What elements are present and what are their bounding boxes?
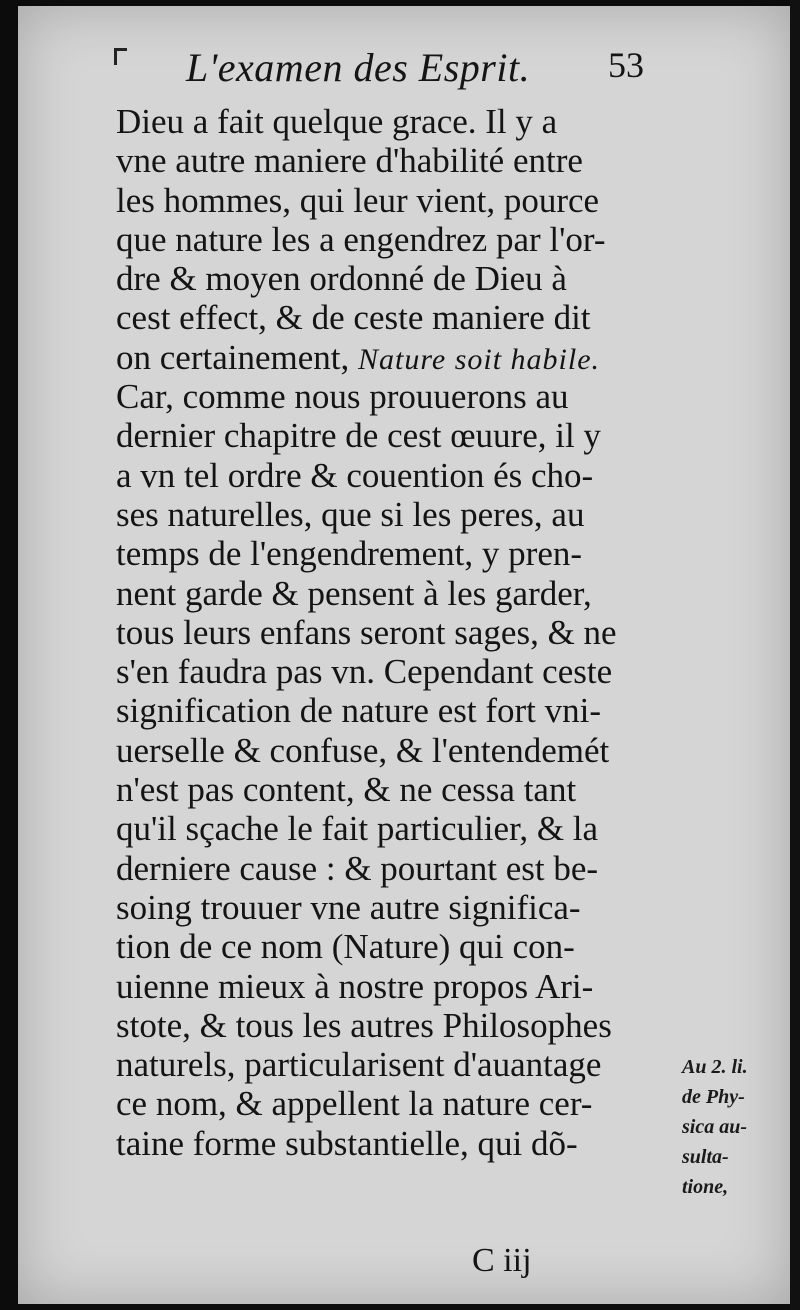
text-line: soing trouuer vne autre significa- bbox=[116, 887, 581, 927]
page-header bbox=[18, 6, 790, 96]
text-line: les hommes, qui leur vient, pource bbox=[116, 180, 600, 220]
text-line: nent garde & pensent à les garder, bbox=[116, 573, 592, 613]
text-line: n'est pas content, & ne cessa tant bbox=[116, 770, 577, 810]
text-line: que nature les a engendrez par l'or- bbox=[116, 219, 606, 259]
text-line: s'en faudra pas vn. Cependant ceste bbox=[116, 652, 613, 692]
margin-note-line: tione, bbox=[682, 1176, 729, 1198]
text-line: tion de ce nom (Nature) qui con- bbox=[116, 927, 575, 967]
running-head: L'examen des Esprit. bbox=[186, 45, 531, 90]
corner-mark bbox=[114, 48, 127, 65]
text-line: Dieu a fait quelque grace. Il y a bbox=[116, 102, 558, 141]
text-line: stote, & tous les autres Philosophes bbox=[116, 1005, 612, 1045]
margin-note-line: sulta- bbox=[682, 1146, 729, 1168]
text-line: qu'il sçache le fait particulier, & la bbox=[116, 809, 599, 849]
body-text bbox=[116, 102, 676, 1163]
text-line: derniere cause : & pourtant est be- bbox=[116, 848, 599, 888]
text-line: taine forme substantielle, qui dõ- bbox=[116, 1123, 578, 1163]
signature-mark: C iij bbox=[472, 1242, 532, 1279]
margin-note-line: de Phy- bbox=[682, 1086, 745, 1108]
margin-note bbox=[682, 1052, 792, 1202]
text-line: tous leurs enfans seront sages, & ne bbox=[116, 612, 617, 652]
margin-note-line: Au 2. li. bbox=[682, 1056, 748, 1078]
text-line-roman: on certainement, bbox=[116, 337, 350, 377]
book-page bbox=[18, 6, 790, 1304]
page-number: 53 bbox=[608, 45, 644, 85]
text-line-with-italic bbox=[116, 338, 676, 377]
margin-note-line: sica au- bbox=[682, 1116, 747, 1138]
text-line: naturels, particularisent d'auantage bbox=[116, 1045, 602, 1085]
text-line: ses naturelles, que si les peres, au bbox=[116, 494, 585, 534]
text-line: uienne mieux à nostre propos Ari- bbox=[116, 966, 594, 1006]
text-line: dre & moyen ordonné de Dieu à bbox=[116, 259, 567, 299]
text-line: vne autre maniere d'habilité entre bbox=[116, 141, 583, 181]
text-line: ce nom, & appellent la nature cer- bbox=[116, 1084, 593, 1124]
text-line: signification de nature est fort vni- bbox=[116, 691, 601, 731]
text-line: temps de l'engendrement, y pren- bbox=[116, 534, 583, 574]
italic-phrase: Nature soit habile. bbox=[357, 342, 601, 376]
text-line: Car, comme nous prouuerons au bbox=[116, 377, 569, 417]
page-edge-shadow bbox=[790, 0, 800, 1310]
text-line: dernier chapitre de cest œuure, il y bbox=[116, 416, 601, 456]
text-line: a vn tel ordre & couention és cho- bbox=[116, 455, 594, 495]
text-line: cest effect, & de ceste maniere dit bbox=[116, 298, 591, 338]
text-line: uerselle & confuse, & l'entendemét bbox=[116, 730, 610, 770]
